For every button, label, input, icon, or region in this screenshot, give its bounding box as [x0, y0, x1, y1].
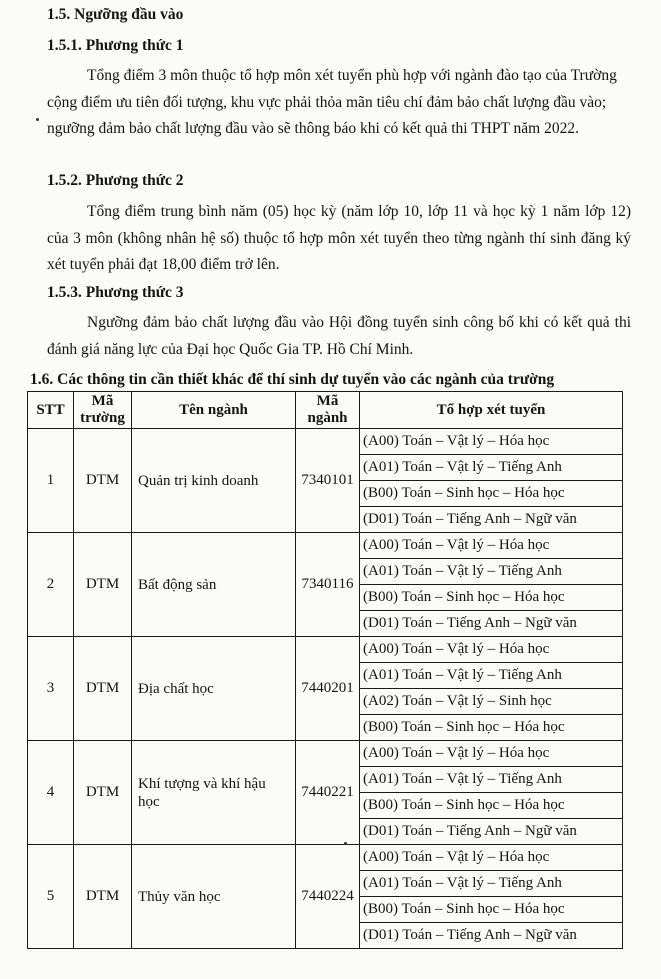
combination-cell: (A00) Toán – Vật lý – Hóa học [360, 637, 623, 663]
combination-cell: (A00) Toán – Vật lý – Hóa học [360, 533, 623, 559]
stt-cell: 3 [28, 637, 74, 741]
combination-cell: (A00) Toán – Vật lý – Hóa học [360, 741, 623, 767]
method-1-heading: 1.5.1. Phương thức 1 [47, 37, 184, 54]
method-2-heading: 1.5.2. Phương thức 2 [47, 172, 184, 189]
combination-cell: (A01) Toán – Vật lý – Tiếng Anh [360, 455, 623, 481]
combination-cell: (B00) Toán – Sinh học – Hóa học [360, 897, 623, 923]
combination-cell: (A01) Toán – Vật lý – Tiếng Anh [360, 871, 623, 897]
combination-cell: (D01) Toán – Tiếng Anh – Ngữ văn [360, 507, 623, 533]
combination-cell: (A00) Toán – Vật lý – Hóa học [360, 429, 623, 455]
combination-cell: (A00) Toán – Vật lý – Hóa học [360, 845, 623, 871]
section-heading-1-5: 1.5. Ngưỡng đầu vào [47, 6, 184, 23]
major-code-cell: 7340101 [296, 429, 360, 533]
major-name-cell: Thủy văn học [132, 845, 296, 949]
header-school-code: Mã trường [74, 392, 132, 429]
combination-cell: (D01) Toán – Tiếng Anh – Ngữ văn [360, 611, 623, 637]
school-code-cell: DTM [74, 845, 132, 949]
header-major-code: Mã ngành [296, 392, 360, 429]
major-name-cell: Quản trị kinh doanh [132, 429, 296, 533]
major-code-cell: 7440201 [296, 637, 360, 741]
major-code-cell: 7440224 [296, 845, 360, 949]
major-name-cell: Khí tượng và khí hậu học [132, 741, 296, 845]
stt-cell: 4 [28, 741, 74, 845]
school-code-cell: DTM [74, 637, 132, 741]
header-combinations: Tổ hợp xét tuyển [360, 392, 623, 429]
header-stt: STT [28, 392, 74, 429]
stt-cell: 5 [28, 845, 74, 949]
combination-cell: (B00) Toán – Sinh học – Hóa học [360, 585, 623, 611]
method-1-paragraph: Tổng điểm 3 môn thuộc tổ hợp môn xét tuyển phù hợp với ngành đào tạo của Trường cộng điểm ưu tiên đối tượng, khu vực phải thỏa mãn tiêu chí đảm bảo chất lượng đầu vào; ngưỡng đảm bảo chất lượng đầu vào sẽ thông báo khi có kết quả thi THPT năm 2022. [47, 67, 617, 137]
header-major-name: Tên ngành [132, 392, 296, 429]
school-code-cell: DTM [74, 533, 132, 637]
table-row [28, 429, 623, 455]
method-3-heading: 1.5.3. Phương thức 3 [47, 284, 184, 301]
combination-cell: (D01) Toán – Tiếng Anh – Ngữ văn [360, 819, 623, 845]
table-row [28, 845, 623, 871]
scan-speck [344, 842, 347, 845]
combination-cell: (B00) Toán – Sinh học – Hóa học [360, 715, 623, 741]
major-name-cell: Bất động sản [132, 533, 296, 637]
method-2-paragraph: Tổng điểm trung bình năm (05) học kỳ (năm lớp 10, lớp 11 và học kỳ 1 năm lớp 12) của 3 môn (không nhân hệ số) thuộc tổ hợp môn xét tuyển theo từng ngành thí sinh đăng ký xét tuyển phải đạt 18,00 điểm trở lên. [47, 203, 631, 273]
table-row [28, 637, 623, 663]
combination-cell: (A01) Toán – Vật lý – Tiếng Anh [360, 559, 623, 585]
table-row [28, 533, 623, 559]
major-code-cell: 7340116 [296, 533, 360, 637]
stt-cell: 1 [28, 429, 74, 533]
method-3-paragraph: Ngưỡng đảm bảo chất lượng đầu vào Hội đồng tuyển sinh công bố khi có kết quả thi đánh giá năng lực của Đại học Quốc Gia TP. Hồ Chí Minh. [47, 314, 631, 358]
major-name-cell: Địa chất học [132, 637, 296, 741]
combination-cell: (A01) Toán – Vật lý – Tiếng Anh [360, 767, 623, 793]
table-row [28, 741, 623, 767]
admission-table [27, 391, 623, 949]
stt-cell: 2 [28, 533, 74, 637]
combination-cell: (A01) Toán – Vật lý – Tiếng Anh [360, 663, 623, 689]
school-code-cell: DTM [74, 429, 132, 533]
table-header-row [28, 392, 623, 429]
major-code-cell: 7440221 [296, 741, 360, 845]
combination-cell: (B00) Toán – Sinh học – Hóa học [360, 481, 623, 507]
combination-cell: (D01) Toán – Tiếng Anh – Ngữ văn [360, 923, 623, 949]
school-code-cell: DTM [74, 741, 132, 845]
scan-speck [36, 118, 39, 121]
section-heading-1-6: 1.6. Các thông tin cần thiết khác để thí sinh dự tuyển vào các ngành của trường [30, 371, 555, 388]
combination-cell: (B00) Toán – Sinh học – Hóa học [360, 793, 623, 819]
combination-cell: (A02) Toán – Vật lý – Sinh học [360, 689, 623, 715]
